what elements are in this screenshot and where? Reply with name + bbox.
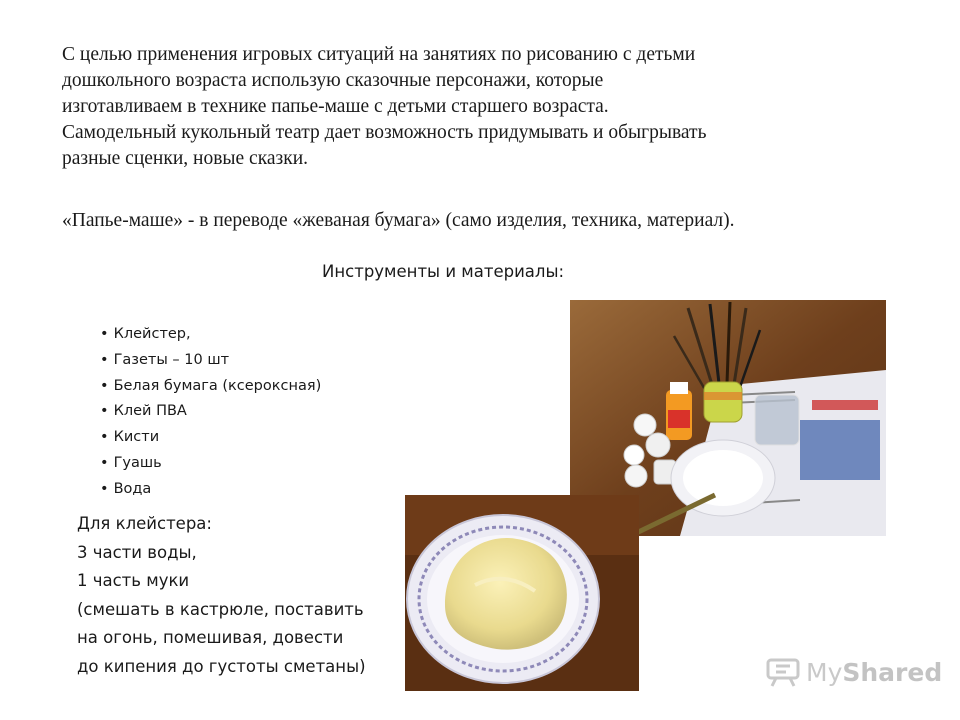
intro-line: разные сценки, новые сказки. [62, 148, 309, 169]
list-item: • Клей ПВА [100, 399, 321, 425]
list-item: • Клейстер, [100, 322, 321, 348]
list-item: • Газеты – 10 шт [100, 348, 321, 374]
projector-icon [766, 656, 800, 688]
list-item: • Гуашь [100, 451, 321, 477]
intro-line: С целью применения игровых ситуаций на занятиях по рисованию с детьми [62, 44, 696, 65]
intro-line: изготавливаем в технике папье-маше с детьми старшего возраста. [62, 96, 609, 117]
list-item: • Кисти [100, 425, 321, 451]
paste-photo [405, 495, 639, 691]
recipe-line: (смешать в кастрюле, поставить [77, 599, 364, 619]
watermark-text: MyShared [806, 657, 943, 687]
recipe-line: до кипения до густоты сметаны) [77, 656, 366, 676]
definition-text: «Папье-маше» - в переводе «жеваная бумага» (само изделия, техника, материал). [62, 210, 735, 231]
list-item: • Вода [100, 477, 321, 503]
watermark-logo [766, 655, 942, 689]
materials-list [100, 322, 321, 503]
recipe-line: Для клейстера: [77, 514, 212, 533]
recipe-line: на огонь, помешивая, довести [77, 628, 344, 647]
recipe-line: 1 часть муки [77, 571, 190, 590]
intro-paragraph [62, 42, 922, 172]
intro-line: Самодельный кукольный театр дает возможность придумывать и обыгрывать [62, 122, 707, 143]
list-item: • Белая бумага (ксероксная) [100, 374, 321, 400]
recipe-line: 3 части воды, [77, 542, 197, 562]
materials-title: Инструменты и материалы: [322, 262, 565, 281]
intro-line: дошкольного возраста использую сказочные персонажи, которые [62, 70, 604, 91]
recipe-text [77, 510, 417, 681]
